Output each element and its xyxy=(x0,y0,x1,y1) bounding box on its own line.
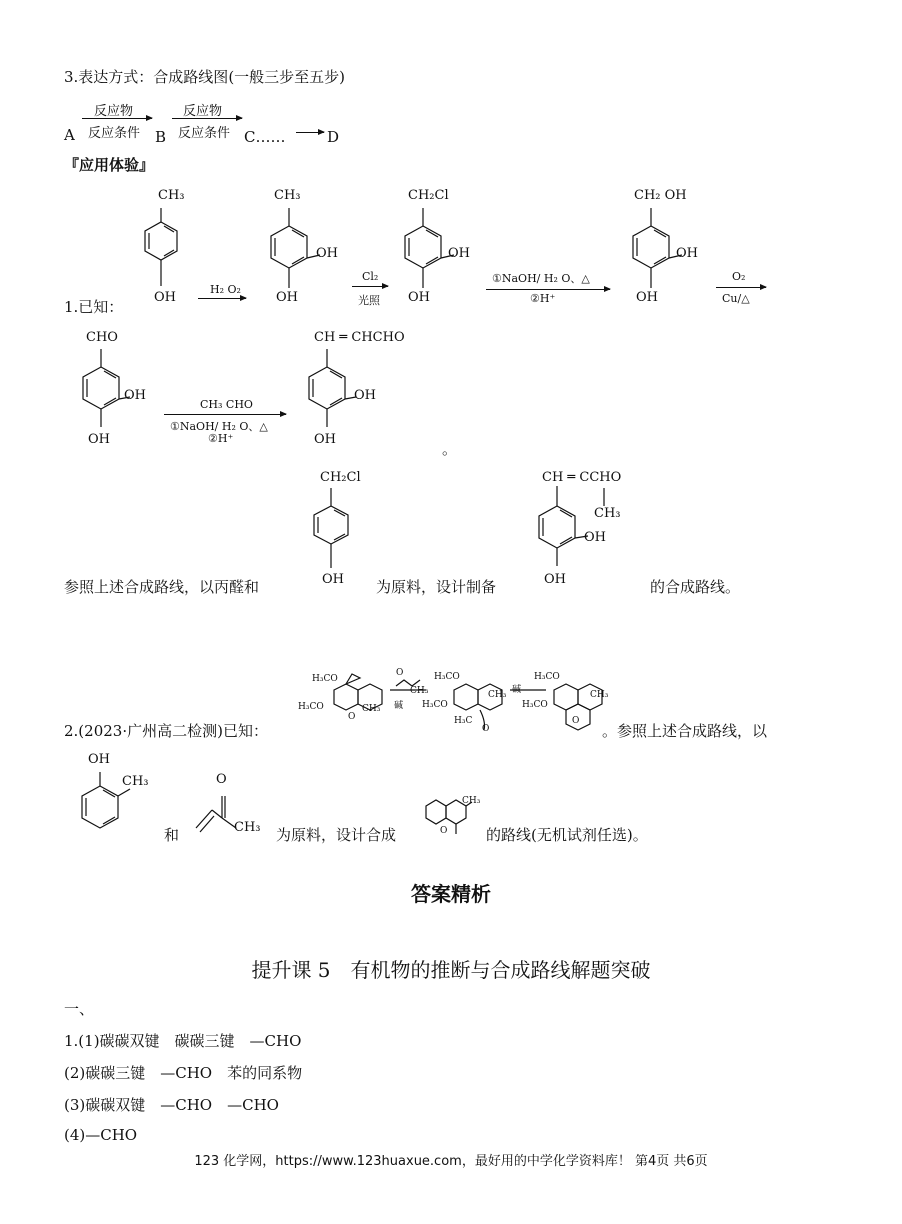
q2-base-2: 碱 xyxy=(512,685,522,695)
product-oh-para: OH xyxy=(314,432,336,447)
target-oh-meta: OH xyxy=(584,530,606,545)
q2-h3co-2: H₃CO xyxy=(298,702,324,712)
scheme-arrow-1 xyxy=(82,118,152,119)
mvk-o: O xyxy=(216,772,227,787)
reagent-hplus2: ②H⁺ xyxy=(208,432,234,445)
mol2-oh-meta: OH xyxy=(316,246,338,261)
arrow-step4 xyxy=(716,287,766,288)
q2-h3co-6: H₃CO xyxy=(522,700,548,710)
answer-item-4: (4)—CHO xyxy=(64,1126,138,1144)
q1-label: 1.已知： xyxy=(64,298,124,316)
mol4-ch2oh: CH₂ OH xyxy=(634,188,687,203)
scheme-condition-2: 反应条件 xyxy=(178,126,231,141)
q2-and: 和 xyxy=(164,826,180,844)
mol4-oh-meta: OH xyxy=(676,246,698,261)
raw-ch2cl: CH₂Cl xyxy=(320,470,361,485)
answer-section: 一、 xyxy=(64,1000,95,1018)
q2-h3c: H₃C xyxy=(454,716,473,726)
mol3-oh-meta: OH xyxy=(448,246,470,261)
q2-h3co-3: H₃CO xyxy=(434,672,460,682)
q2-target-ch3: CH₃ xyxy=(462,796,481,806)
q2-route: 的路线(无机试剂任选)。 xyxy=(486,826,648,844)
q2-o-1: O xyxy=(348,712,356,722)
scheme-arrow-3 xyxy=(296,132,324,133)
q2-label: 2.(2023·广州高二检测)已知： xyxy=(64,722,268,740)
product-oh-meta: OH xyxy=(354,388,376,403)
arrow-step3 xyxy=(486,289,610,290)
scheme-reactant-2: 反应物 xyxy=(183,104,223,119)
q2-o-4: O xyxy=(572,716,580,726)
q2-ch3-4: CH₃ xyxy=(590,690,609,700)
structure-dihydroxybenzaldehyde xyxy=(70,345,170,455)
target-ch-c-cho: CH ═ CCHO xyxy=(542,470,622,485)
lesson-title: 提升课 5 有机物的推断与合成路线解题突破 xyxy=(251,958,651,982)
mol2-ch3: CH₃ xyxy=(274,188,301,203)
q2-ch3-2: CH₃ xyxy=(410,686,429,696)
answer-item-2: (2)碳碳三键 —CHO 苯的同系物 xyxy=(64,1064,303,1082)
aldehyde-oh-meta: OH xyxy=(124,388,146,403)
arrow-step2 xyxy=(352,286,388,287)
structure-mvk xyxy=(190,780,270,850)
reagent-o2: O₂ xyxy=(732,270,746,283)
q2-o-2: O xyxy=(396,668,404,678)
aldehyde-cho: CHO xyxy=(86,330,118,345)
reagent-naoh2: ①NaOH/ H₂ O、△ xyxy=(170,420,268,433)
q2-h3co-4: H₃CO xyxy=(422,700,448,710)
page-footer: 123 化学网，https://www.123huaxue.com，最好用的中学化学资料库！ 第4页 共6页 xyxy=(194,1154,708,1169)
q2-target-o: O xyxy=(440,826,448,836)
q1-ask-a: 参照上述合成路线，以丙醛和 xyxy=(64,578,260,596)
mol4-oh-para: OH xyxy=(636,290,658,305)
answer-item-1: 1.(1)碳碳双键 碳碳三键 —CHO xyxy=(64,1032,302,1050)
reagent-ch3cho: CH₃ CHO xyxy=(200,398,253,411)
p-cresol-oh: OH xyxy=(154,290,176,305)
q1-period: 。 xyxy=(442,440,458,458)
section3-line: 3.表达方式：合成路线图(一般三步至五步) xyxy=(64,68,346,86)
scheme-reactant-1: 反应物 xyxy=(94,104,134,119)
reagent-h2o2: H₂ O₂ xyxy=(210,283,241,296)
p-cresol-ch3: CH₃ xyxy=(158,188,185,203)
arrow-step1 xyxy=(198,298,246,299)
reagent-cu: Cu/△ xyxy=(722,292,750,305)
q2-ch3-1: CH₃ xyxy=(362,704,381,714)
product-chchcho: CH ═ CHCHO xyxy=(314,330,405,345)
mol3-ch2cl: CH₂Cl xyxy=(408,188,449,203)
arrow-step5 xyxy=(164,414,286,415)
o-cresol-oh: OH xyxy=(88,752,110,767)
q2-h3co-1: H₃CO xyxy=(312,674,338,684)
scheme-b: B xyxy=(155,128,167,146)
q2-o-3: O xyxy=(482,724,490,734)
reagent-cl2: Cl₂ xyxy=(362,270,379,283)
scheme-a: A xyxy=(64,126,75,144)
answer-title: 答案精析 xyxy=(411,882,491,906)
q2-ch3-3: CH₃ xyxy=(488,690,507,700)
mvk-ch3: CH₃ xyxy=(234,820,261,835)
q2-h3co-5: H₃CO xyxy=(534,672,560,682)
reagent-naoh: ①NaOH/ H₂ O、△ xyxy=(492,272,590,285)
structure-caffeic-aldehyde xyxy=(296,345,396,455)
q2-after: 。参照上述合成路线，以 xyxy=(602,722,768,740)
q1-ask-b: 为原料，设计制备 xyxy=(376,578,497,596)
mol3-oh-para: OH xyxy=(408,290,430,305)
reagent-light: 光照 xyxy=(358,294,380,307)
target-oh-para: OH xyxy=(544,572,566,587)
o-cresol-ch3: CH₃ xyxy=(122,774,149,789)
aldehyde-oh-para: OH xyxy=(88,432,110,447)
scheme-d: D xyxy=(327,128,340,146)
q2-base-1: 碱 xyxy=(394,701,404,711)
answer-item-3: (3)碳碳双键 —CHO —CHO xyxy=(64,1096,279,1114)
q1-ask-c: 的合成路线。 xyxy=(650,578,741,596)
scheme-arrow-2 xyxy=(172,118,242,119)
scheme-c: C…… xyxy=(244,128,286,146)
target-ch3: CH₃ xyxy=(594,506,621,521)
apply-header: 『应用体验』 xyxy=(64,156,155,174)
reagent-hplus: ②H⁺ xyxy=(530,292,556,305)
raw-oh: OH xyxy=(322,572,344,587)
scheme-condition-1: 反应条件 xyxy=(88,126,141,141)
q2-raw: 为原料，设计合成 xyxy=(276,826,397,844)
mol2-oh-para: OH xyxy=(276,290,298,305)
